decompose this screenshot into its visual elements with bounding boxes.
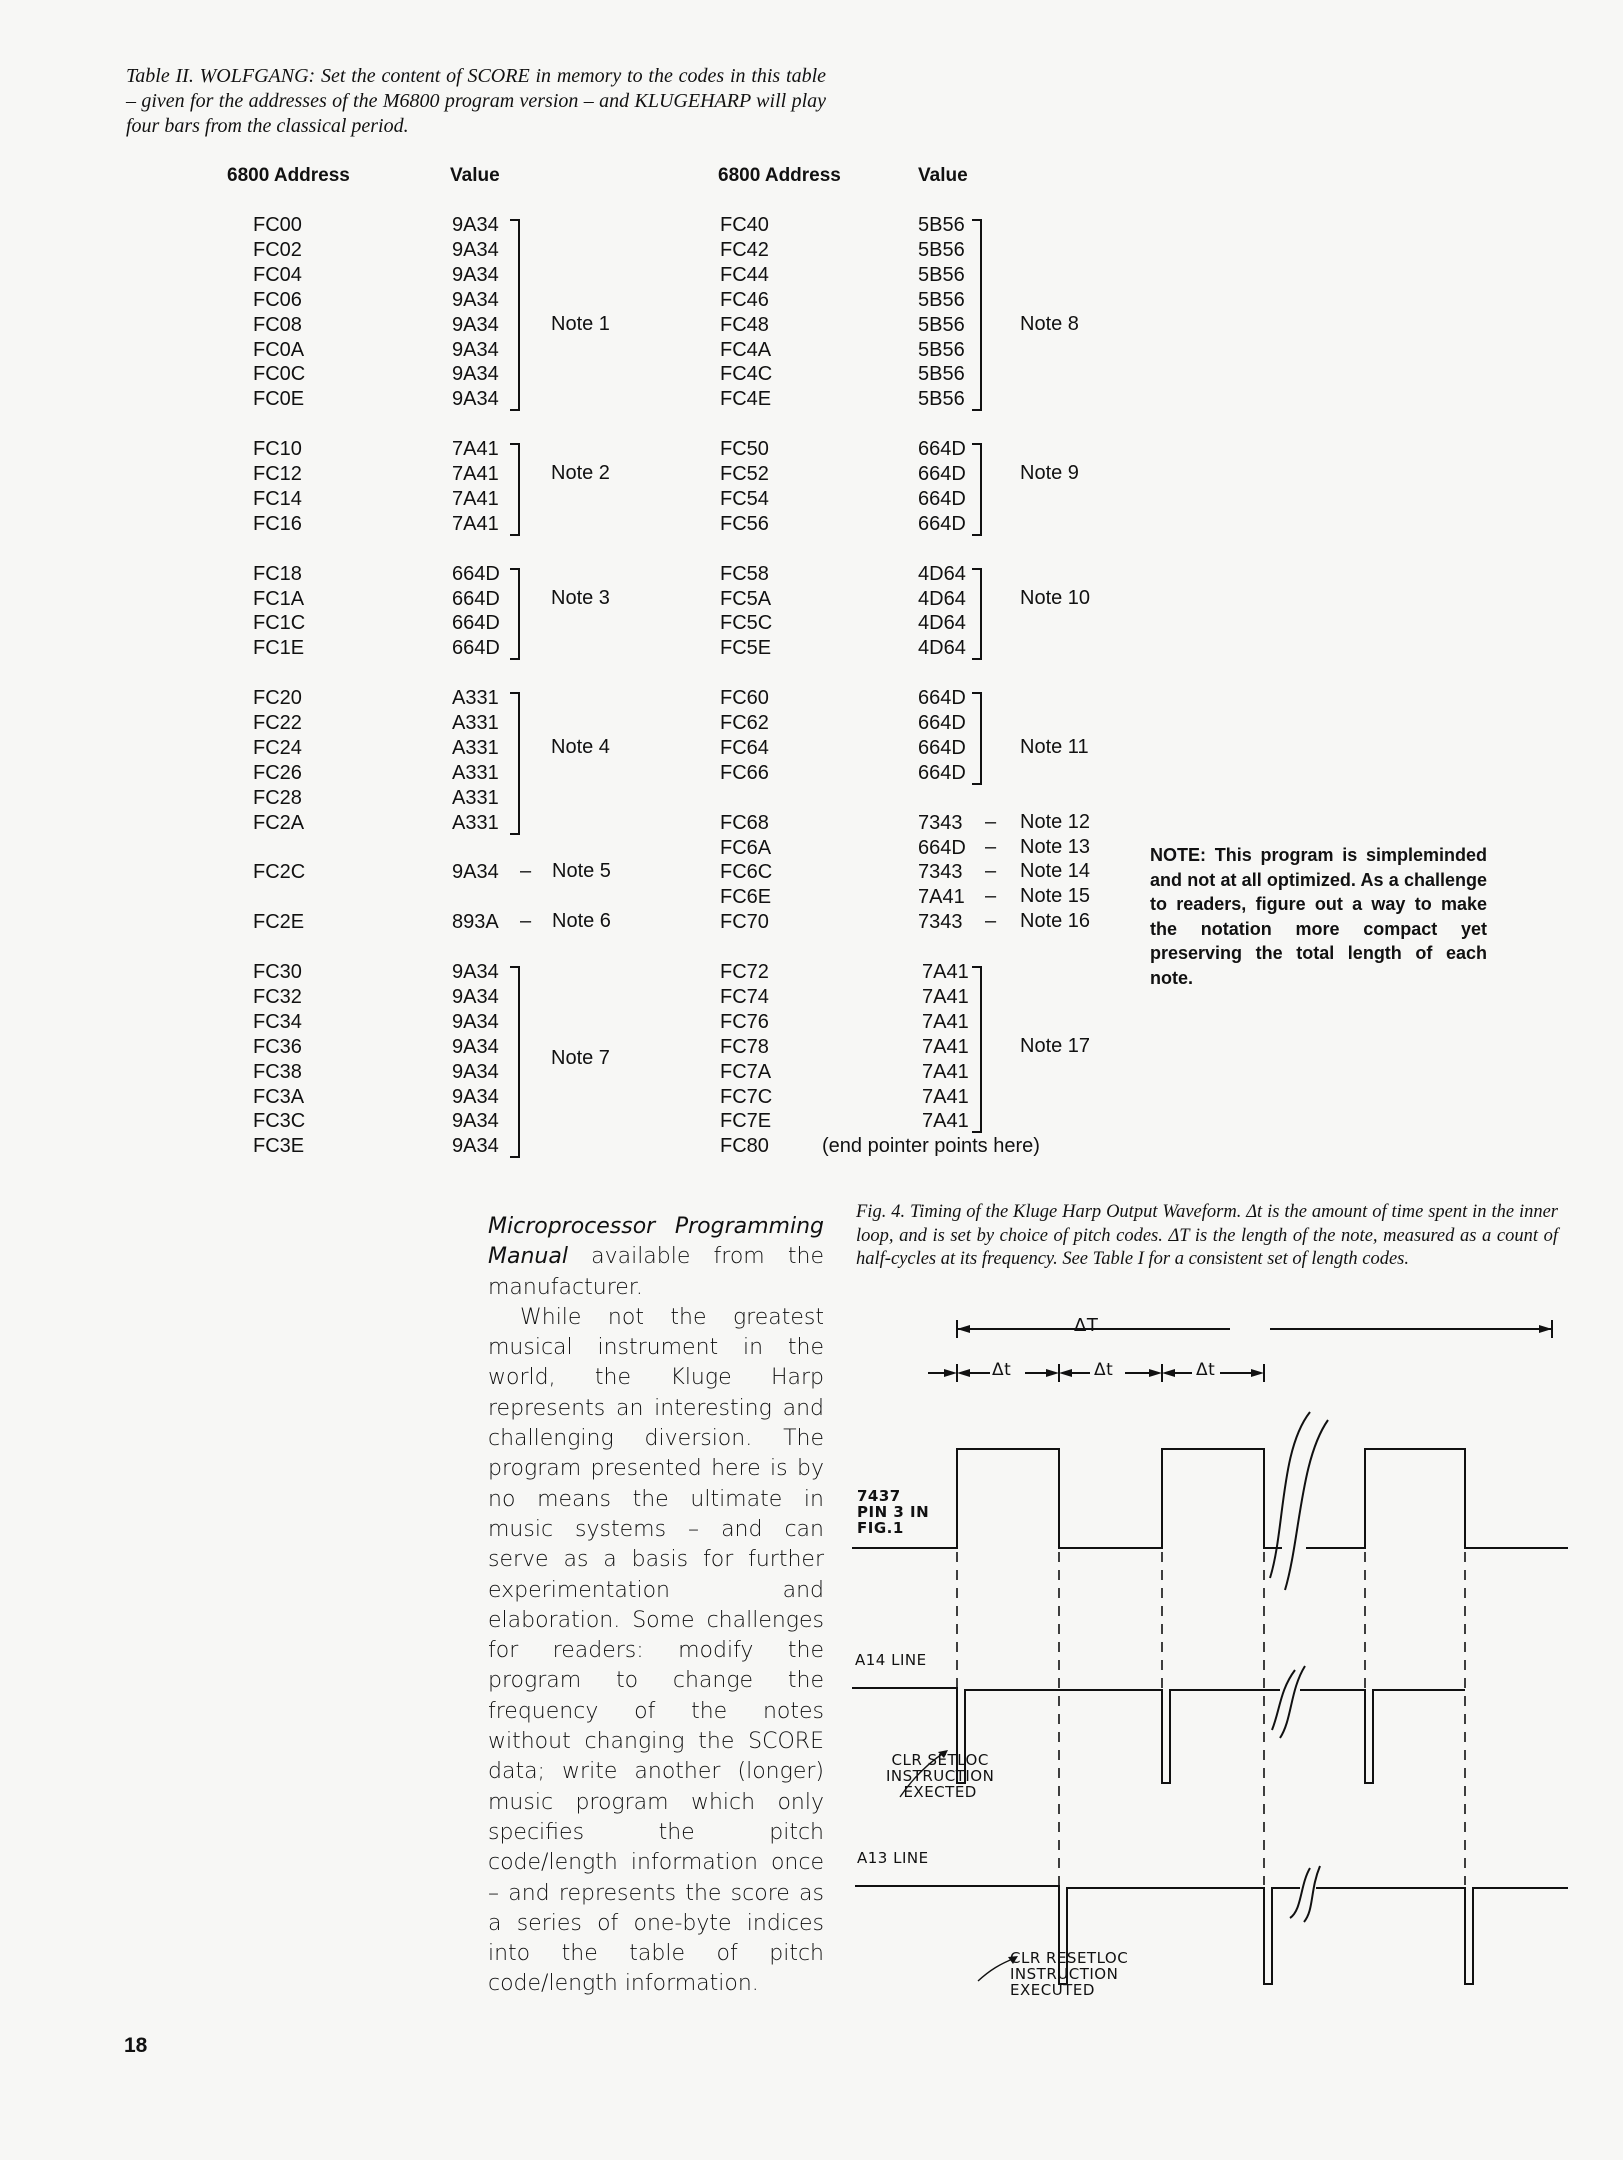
table-cell-address: FC0C [253, 363, 306, 386]
note-label: Note 17 [1020, 1034, 1091, 1057]
table-cell-address: FC54 [720, 487, 769, 510]
table-cell-address: FC78 [720, 1035, 769, 1058]
note-bracket [510, 692, 520, 835]
table-cell-value: 5B56 [918, 288, 965, 311]
figure-caption: Fig. 4. Timing of the Kluge Harp Output Waveform. Δt is the amount of time spent in the inner loop, and is set by choice of pitch codes. ΔT is the length of the note, measured as a count of half-cycles at its frequency. See Table I for a consistent set of length codes. [856, 1202, 1558, 1269]
note-bracket [510, 966, 520, 1158]
table-cell-value: 893A [452, 911, 499, 934]
table-cell-address: FC56 [720, 512, 769, 535]
table-cell-address: FC58 [720, 562, 769, 585]
table-cell-value: 5B56 [918, 263, 965, 286]
note-label: Note 2 [551, 462, 610, 484]
table-cell-value: 9A34 [452, 238, 499, 261]
table-cell-address: FC28 [253, 786, 302, 809]
table-cell-address: FC26 [253, 761, 302, 784]
dash-separator: – [520, 860, 532, 883]
note-label: Note 14 [1020, 860, 1091, 883]
table-cell-address: FC62 [720, 712, 769, 734]
para1-rest: available from the manufacturer. [488, 1244, 824, 1300]
table-cell-value: 4D64 [918, 562, 966, 585]
table-cell-value: 7A41 [922, 1060, 969, 1083]
table-cell-address: FC76 [720, 1010, 769, 1033]
sidebar-note: NOTE: This program is simpleminded and not at all optimized. As a challenge to readers, figure out a way to make the notation more compact yet preserving the total length of each note. [1150, 845, 1487, 988]
note-label: Note 7 [551, 1047, 610, 1070]
table-cell-value: 4D64 [918, 612, 966, 635]
table-cell-value: 5B56 [918, 388, 965, 411]
table-cell-address: FC02 [253, 238, 302, 261]
table-cell-value: 664D [452, 637, 500, 660]
note-label: Note 4 [551, 735, 610, 758]
note-label: Note 5 [552, 860, 611, 883]
delta-t-label-1: Δt [992, 1360, 1012, 1380]
table-cell-value: A331 [452, 687, 499, 710]
table-cell-address: FC18 [253, 562, 302, 585]
table-cell-address: FC3E [253, 1135, 305, 1158]
table-cell-value: 7A41 [452, 512, 499, 535]
table-cell-address: FC14 [253, 487, 302, 510]
table-cell-address: FC22 [253, 712, 302, 734]
setloc-annotation: CLR SETLOC INSTRUCTION EXECTED [886, 1751, 995, 1801]
para2: While not the greatest musical instrument in the world, the Kluge Harp represents an interesting and challenging diversion. The program presented here is by no means the ultimate in music systems – and can serve as a basis for further experimentation and elaboration. Some challenges for readers: modify the program to change the frequency of the notes without changing the SCORE data; write another (longer) music program which only specifies the pitch code/length information once – and represents the score as a series of one-byte indices into the table of pitch code/length information. [488, 1304, 824, 1997]
table-cell-value: 4D64 [918, 637, 966, 660]
table-cell-address: FC52 [720, 463, 769, 485]
table-cell-value: 664D [918, 463, 966, 485]
table-cell-address: FC34 [253, 1010, 302, 1033]
note-label: Note 15 [1020, 885, 1091, 908]
table-cell-address: FC60 [720, 687, 769, 710]
note-bracket [510, 568, 520, 661]
table-cell-value: 9A34 [452, 1010, 499, 1033]
dash-separator: – [985, 810, 997, 833]
table-cell-address: FC38 [253, 1060, 302, 1083]
table-cell-value: 9A34 [452, 363, 499, 386]
table-cell-address: FC0A [253, 338, 305, 361]
table-cell-address: FC64 [720, 736, 769, 759]
table-cell-value: 7A41 [922, 985, 969, 1008]
table-cell-address: FC24 [253, 736, 302, 759]
table-cell-address: FC2A [253, 811, 305, 834]
table-cell-address: FC7A [720, 1060, 772, 1083]
table-cell-value: 664D [918, 438, 966, 461]
note-bracket [972, 219, 982, 411]
table-cell-address: FC42 [720, 238, 769, 261]
dash-separator: – [985, 910, 997, 933]
label-a13-line: A13 LINE [857, 1849, 929, 1867]
table-cell-address: FC32 [253, 985, 302, 1008]
table-cell-value: 664D [918, 836, 966, 859]
note-label: Note 1 [551, 312, 610, 335]
note-label: Note 3 [551, 586, 610, 609]
table-cell-value: 664D [452, 587, 500, 610]
table-cell-value: 4D64 [918, 587, 966, 610]
table-cell-address: FC40 [720, 214, 769, 236]
table-cell-value: 7A41 [922, 1035, 969, 1058]
header-value-left: Value [450, 165, 500, 186]
delta-t-label-2: Δt [1094, 1360, 1114, 1380]
table-cell-value: 5B56 [918, 313, 965, 336]
note-label: Note 10 [1020, 586, 1091, 609]
note-bracket [972, 443, 982, 536]
table-cell-address: FC46 [720, 288, 769, 311]
table-cell-address: FC1E [253, 637, 305, 660]
table-cell-address: FC6E [720, 886, 772, 909]
note-label: Note 12 [1020, 810, 1091, 833]
table-cell-value: 9A34 [452, 1110, 499, 1133]
header-value-right: Value [918, 165, 968, 186]
table-cell-value: 7343 [918, 861, 963, 884]
table-cell-address: FC80 [720, 1135, 769, 1158]
table-cell-address: FC6C [720, 861, 773, 884]
note-bracket [972, 568, 982, 661]
note-label: Note 11 [1020, 735, 1089, 758]
table-cell-value: 664D [452, 562, 500, 585]
table-cell-value: 664D [918, 512, 966, 535]
table-cell-address: FC06 [253, 288, 302, 311]
table-cell-address: FC2C [253, 861, 306, 884]
table-cell-value: 7A41 [922, 1085, 969, 1108]
table-cell-value: 664D [918, 736, 966, 759]
label-a14-line: A14 LINE [855, 1651, 927, 1669]
table-cell-address: FC30 [253, 961, 302, 983]
table-caption: Table II. WOLFGANG: Set the content of SCORE in memory to the codes in this table – given for the addresses of the M6800 program version – and KLUGEHARP will play four bars from the classical period. [126, 65, 826, 137]
table-cell-value: 664D [918, 687, 966, 710]
table-cell-value: 7343 [918, 811, 963, 834]
table-cell-address: FC1C [253, 612, 306, 635]
resetloc-annotation: CLR RESETLOC INSTRUCTION EXECUTED [1010, 1949, 1129, 1999]
dash-separator: – [520, 910, 532, 933]
table-cell-value: 664D [918, 761, 966, 784]
table-cell-address: FC4C [720, 363, 773, 386]
page-number: 18 [124, 2034, 148, 2057]
table-cell-address: FC0E [253, 388, 305, 411]
table-cell-address: FC20 [253, 687, 302, 710]
table-cell-value: 7A41 [922, 1010, 969, 1033]
table-cell-value: 9A34 [452, 263, 499, 286]
table-cell-value: 9A34 [452, 388, 499, 411]
table-cell-value: 9A34 [452, 214, 499, 236]
table-cell-value: 9A34 [452, 338, 499, 361]
table-cell-value: 7A41 [452, 438, 499, 461]
label-7437: 7437 PIN 3 IN FIG.1 [857, 1487, 930, 1537]
table-cell-value: 9A34 [452, 861, 499, 884]
table-cell-value: 9A34 [452, 1085, 499, 1108]
table-cell-value: 9A34 [452, 1135, 499, 1158]
table-cell-address: FC70 [720, 911, 769, 934]
table-cell-value: 9A34 [452, 985, 499, 1008]
table-cell-value: 5B56 [918, 214, 965, 236]
note-bracket [972, 966, 982, 1133]
table-cell-address: FC3C [253, 1110, 306, 1133]
note-bracket [510, 443, 520, 536]
note-bracket [972, 692, 982, 785]
table-cell-value: 5B56 [918, 238, 965, 261]
table-cell-address: FC5E [720, 637, 772, 660]
table-cell-address: FC3A [253, 1085, 305, 1108]
table-cell-value: 7A41 [922, 1110, 969, 1133]
table-cell-address: FC4E [720, 388, 772, 411]
table-cell-value: 9A34 [452, 961, 499, 983]
note-label: Note 16 [1020, 910, 1091, 933]
table-cell-address: FC66 [720, 761, 769, 784]
table-cell-address: FC36 [253, 1035, 302, 1058]
note-bracket [510, 219, 520, 411]
note-label: Note 8 [1020, 312, 1079, 335]
table-cell-address: FC68 [720, 811, 769, 834]
table-cell-value: 7A41 [918, 886, 965, 909]
article-body [488, 1212, 824, 2000]
delta-T-label: ΔT [1074, 1315, 1099, 1336]
table-cell-address: FC00 [253, 214, 302, 236]
table-cell-address: FC16 [253, 512, 302, 535]
end-pointer-note: (end pointer points here) [822, 1135, 1040, 1158]
table-cell-address: FC2E [253, 911, 305, 934]
table-cell-address: FC48 [720, 313, 769, 336]
table-cell-value: A331 [452, 811, 499, 834]
table-cell-address: FC72 [720, 961, 769, 983]
header-address-right: 6800 Address [718, 165, 841, 186]
table-cell-value: A331 [452, 761, 499, 784]
table-cell-value: 9A34 [452, 288, 499, 311]
table-cell-address: FC08 [253, 313, 302, 336]
table-cell-address: FC10 [253, 438, 302, 461]
table-cell-address: FC12 [253, 463, 302, 485]
timing-diagram [840, 1300, 1570, 2020]
note-label: Note 13 [1020, 835, 1091, 858]
table-cell-value: 5B56 [918, 363, 965, 386]
table-cell-address: FC74 [720, 985, 769, 1008]
table-cell-value: 9A34 [452, 1035, 499, 1058]
table-cell-value: A331 [452, 736, 499, 759]
table-cell-value: 9A34 [452, 1060, 499, 1083]
dash-separator: – [985, 885, 997, 908]
table-cell-address: FC5A [720, 587, 772, 610]
table-cell-value: 7A41 [452, 487, 499, 510]
table-cell-value: 7A41 [452, 463, 499, 485]
table-cell-address: FC4A [720, 338, 772, 361]
table-cell-address: FC6A [720, 836, 772, 859]
header-address-left: 6800 Address [227, 165, 350, 186]
delta-t-label-3: Δt [1196, 1360, 1216, 1380]
table-cell-value: A331 [452, 712, 499, 734]
manual-title: Microprocessor Programming Manual [488, 1214, 824, 1270]
table-cell-value: 7343 [918, 911, 963, 934]
table-cell-value: 9A34 [452, 313, 499, 336]
dash-separator: – [985, 860, 997, 883]
table-cell-address: FC44 [720, 263, 769, 286]
table-cell-value: 664D [918, 487, 966, 510]
table-cell-value: A331 [452, 786, 499, 809]
table-cell-value: 664D [918, 712, 966, 734]
table-cell-value: 664D [452, 612, 500, 635]
table-cell-value: 7A41 [922, 961, 969, 983]
table-cell-address: FC7E [720, 1110, 772, 1133]
note-label: Note 6 [552, 910, 611, 933]
table-cell-address: FC7C [720, 1085, 773, 1108]
table-cell-address: FC1A [253, 587, 305, 610]
table-cell-address: FC04 [253, 263, 302, 286]
table-cell-value: 5B56 [918, 338, 965, 361]
table-cell-address: FC5C [720, 612, 773, 635]
dash-separator: – [985, 835, 997, 858]
table-cell-address: FC50 [720, 438, 769, 461]
note-label: Note 9 [1020, 462, 1079, 484]
